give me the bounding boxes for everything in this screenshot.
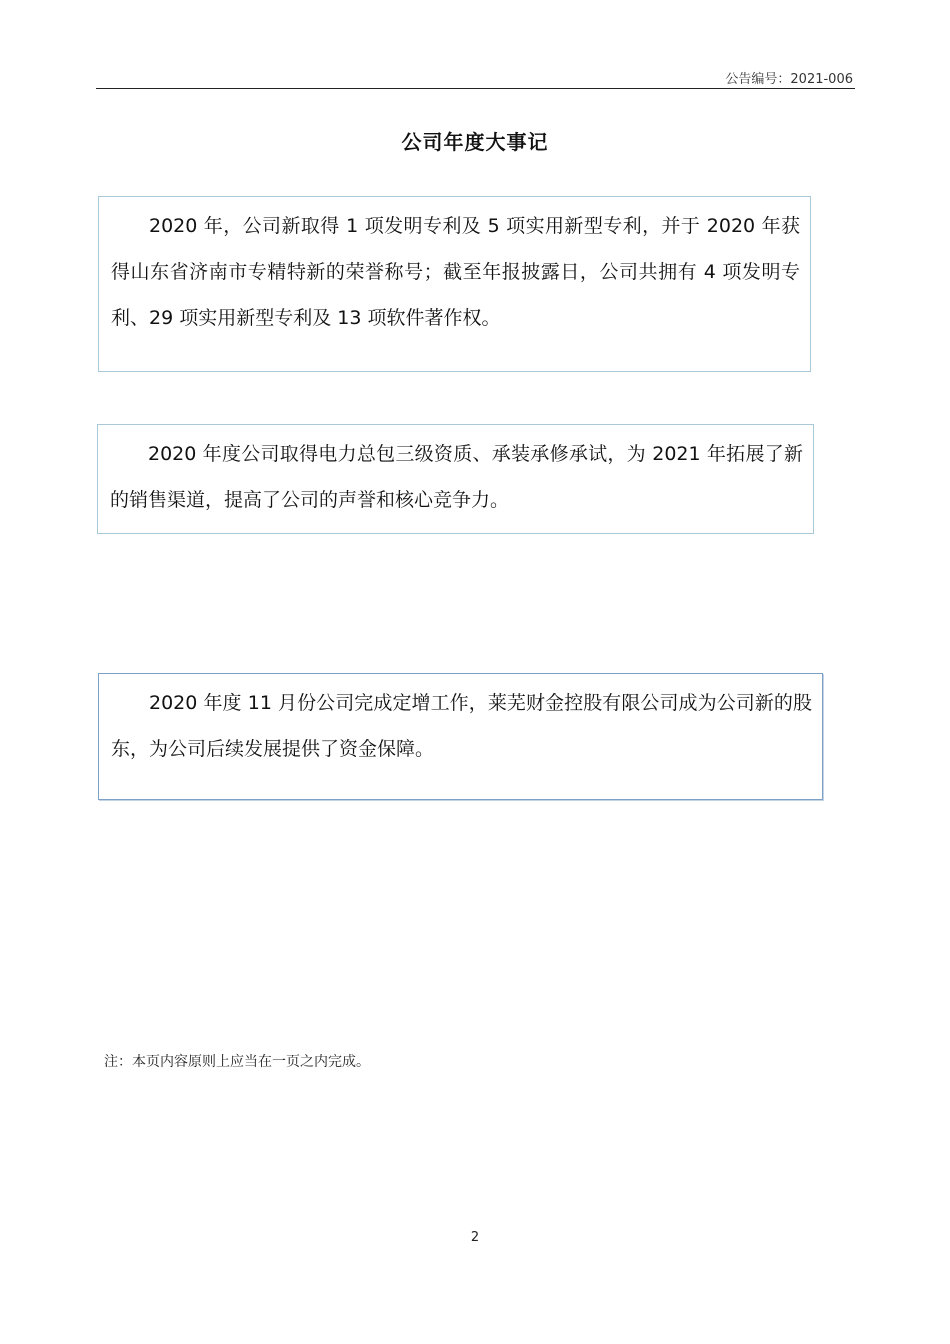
page-title: 公司年度大事记 bbox=[401, 130, 549, 154]
event-box-2: 2020 年度公司取得电力总包三级资质、承装承修承试，为 2021 年拓展了新的销售渠道，提高了公司的声誉和核心竞争力。 bbox=[97, 424, 814, 534]
event-box-3: 2020 年度 11 月份公司完成定增工作，莱芜财金控股有限公司成为公司新的股东，为公司后续发展提供了资金保障。 bbox=[98, 673, 823, 800]
announcement-number: 公告编号：2021-006 bbox=[725, 72, 853, 87]
page-number: 2 bbox=[470, 1230, 480, 1245]
event-box-1: 2020 年，公司新取得 1 项发明专利及 5 项实用新型专利，并于 2020 年获得山东省济南市专精特新的荣誉称号；截至年报披露日，公司共拥有 4 项发明专利、29 项实用新型专利及 13 项软件著作权。 bbox=[98, 196, 811, 372]
footnote: 注：本页内容原则上应当在一页之内完成。 bbox=[104, 1054, 370, 1070]
header-divider bbox=[96, 88, 855, 89]
